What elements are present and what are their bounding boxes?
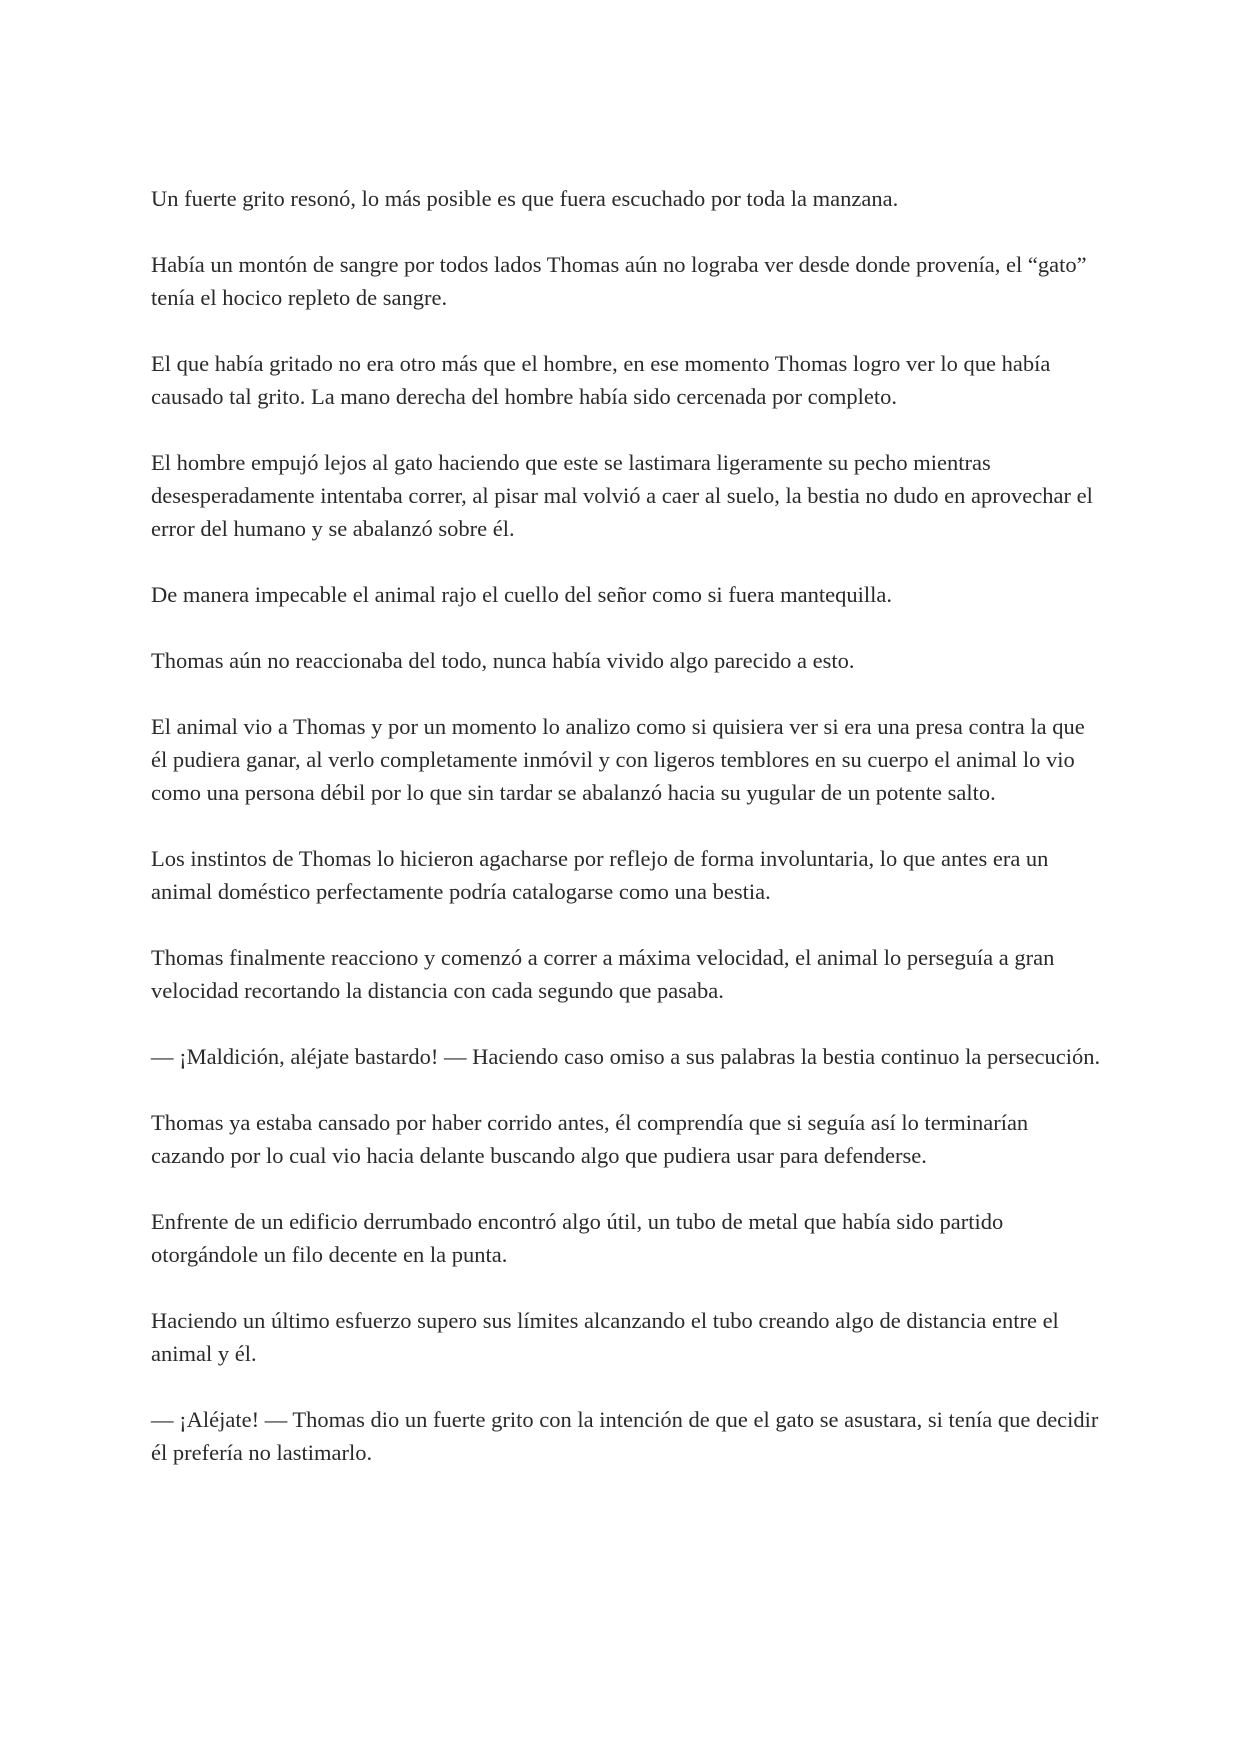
paragraph: — ¡Maldición, aléjate bastardo! — Haciendo caso omiso a sus palabras la bestia continuo la persecución. [151, 1044, 1101, 1069]
paragraph: El animal vio a Thomas y por un momento lo analizo como si quisiera ver si era una presa contra la que él pudiera ganar, al verlo completamente inmóvil y con ligeros temblores en su cuerpo el animal lo vio como una persona débil por lo que sin tardar se abalanzó hacia su yugular de un potente salto. [151, 714, 1085, 805]
document-body [151, 182, 1101, 1502]
paragraph: Los instintos de Thomas lo hicieron agacharse por reflejo de forma involuntaria, lo que antes era un animal doméstico perfectamente podría catalogarse como una bestia. [151, 846, 1049, 904]
paragraph: De manera impecable el animal rajo el cuello del señor como si fuera mantequilla. [151, 582, 892, 607]
paragraph: Un fuerte grito resonó, lo más posible es que fuera escuchado por toda la manzana. [151, 186, 899, 211]
paragraph: Thomas finalmente reacciono y comenzó a correr a máxima velocidad, el animal lo perseguía a gran velocidad recortando la distancia con cada segundo que pasaba. [151, 945, 1055, 1003]
paragraph: Enfrente de un edificio derrumbado encontró algo útil, un tubo de metal que había sido partido otorgándole un filo decente en la punta. [151, 1209, 1004, 1267]
paragraph: Había un montón de sangre por todos lados Thomas aún no lograba ver desde donde provenía, el “gato” tenía el hocico repleto de sangre. [151, 252, 1087, 310]
paragraph: Thomas aún no reaccionaba del todo, nunca había vivido algo parecido a esto. [151, 648, 855, 673]
paragraph: Thomas ya estaba cansado por haber corrido antes, él comprendía que si seguía así lo terminarían cazando por lo cual vio hacia delante buscando algo que pudiera usar para defenderse. [151, 1110, 1029, 1168]
paragraph: Haciendo un último esfuerzo supero sus límites alcanzando el tubo creando algo de distancia entre el animal y él. [151, 1308, 1059, 1366]
paragraph: El que había gritado no era otro más que el hombre, en ese momento Thomas logro ver lo que había causado tal grito. La mano derecha del hombre había sido cercenada por completo. [151, 351, 1051, 409]
paragraph: El hombre empujó lejos al gato haciendo que este se lastimara ligeramente su pecho mientras desesperadamente intentaba correr, al pisar mal volvió a caer al suelo, la bestia no dudo en aprovechar el error del humano y se abalanzó sobre él. [151, 450, 1093, 541]
paragraph: — ¡Aléjate! — Thomas dio un fuerte grito con la intención de que el gato se asustara, si tenía que decidir él prefería no lastimarlo. [151, 1407, 1099, 1465]
